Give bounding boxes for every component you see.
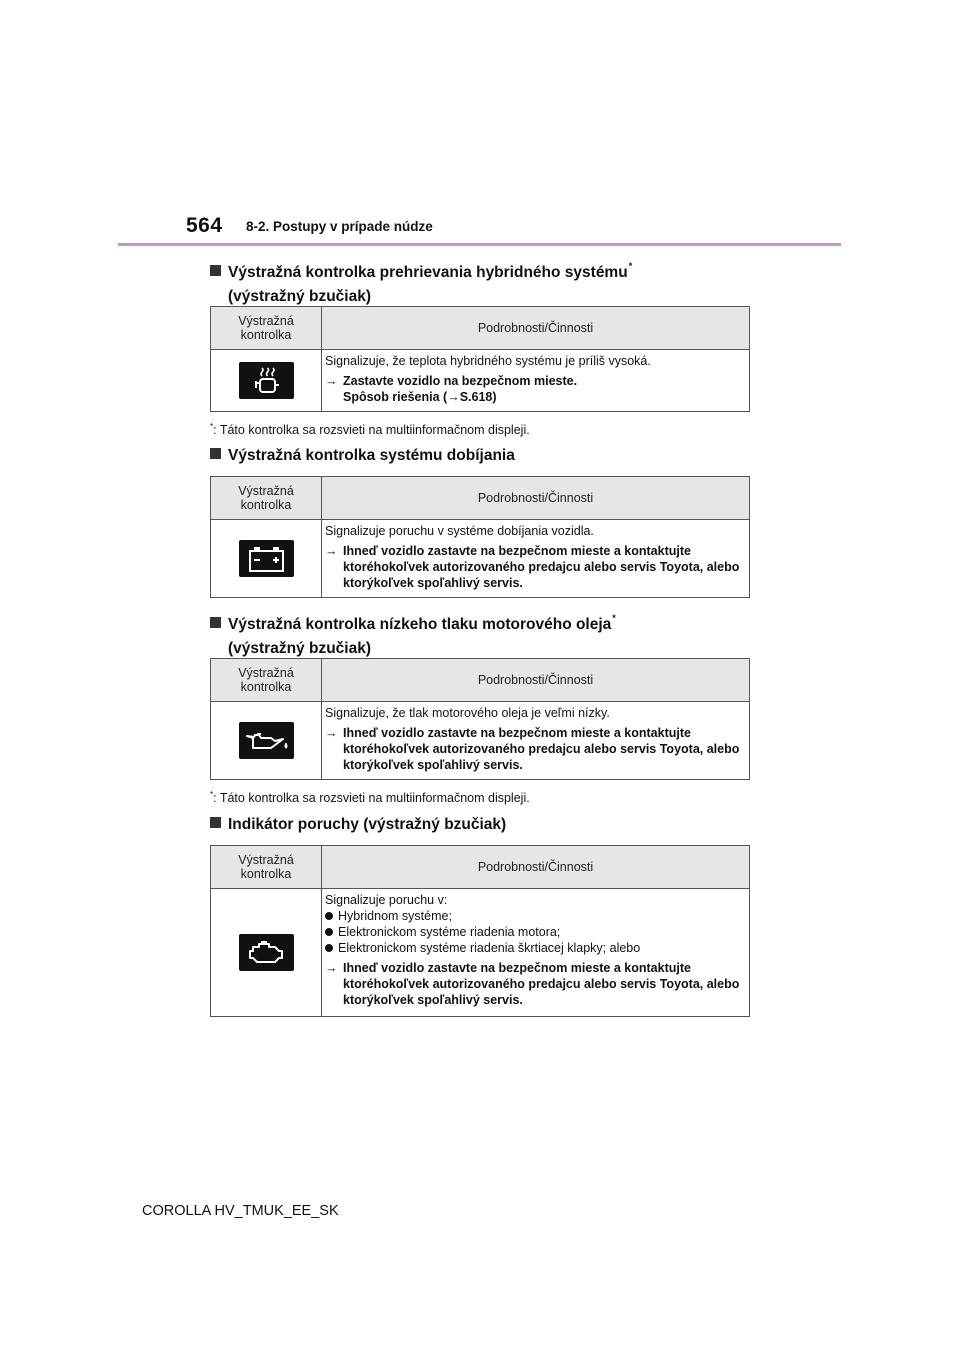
list-item: Hybridnom systéme; (325, 908, 743, 924)
square-bullet-icon (210, 617, 221, 628)
action-text: → Ihneď vozidlo zastavte na bezpečnom mieste a kontaktujte ktoréhokoľvek autorizovaného predajcu alebo servis Toyota, alebo ktorýkoľvek spoľahlivý servis. (325, 726, 740, 772)
list-item: Elektronickom systéme riadenia motora; (325, 924, 743, 940)
warning-table-oil-pressure (210, 658, 750, 780)
header-rule (118, 243, 841, 246)
table-header-row (211, 477, 750, 520)
arrow-icon: → (325, 544, 338, 558)
footnote: *: Táto kontrolka sa rozsvieti na multiinformačnom displeji. (210, 790, 530, 805)
warning-table-malfunction (210, 845, 750, 1017)
table-header-row (211, 307, 750, 350)
table-header-row (211, 846, 750, 889)
description: Signalizuje poruchu v: (325, 893, 448, 907)
list-item: Elektronickom systéme riadenia škrtiacej klapky; alebo (325, 940, 743, 956)
bullet-icon (325, 944, 333, 952)
heading-text: Výstražná kontrolka nízkeho tlaku motorového oleja (228, 616, 612, 633)
action-text: → Ihneď vozidlo zastavte na bezpečnom mieste a kontaktujte ktoréhokoľvek autorizovaného predajcu alebo servis Toyota, alebo ktorýkoľvek spoľahlivý servis. (325, 544, 740, 590)
square-bullet-icon (210, 448, 221, 459)
header-cell-indicator: Výstražná kontrolka (211, 846, 322, 889)
header-cell-details: Podrobnosti/Činnosti (322, 307, 750, 350)
header-cell-details: Podrobnosti/Činnosti (322, 477, 750, 520)
section-heading-oil-pressure (210, 606, 616, 661)
action-text: → Zastavte vozidlo na bezpečnom mieste. Spôsob riešenia (→S.618) (325, 374, 578, 404)
table-row (211, 889, 750, 1017)
footnote: *: Táto kontrolka sa rozsvieti na multiinformačnom displeji. (210, 422, 530, 437)
battery-icon (239, 540, 294, 577)
bullet-icon (325, 912, 333, 920)
heading-text-line2: (výstražný bzučiak) (228, 640, 371, 657)
page-reference: S.618 (459, 390, 493, 404)
engine-check-icon (239, 934, 294, 971)
chapter-title: 8-2. Postupy v prípade núdze (246, 219, 433, 234)
header-cell-details: Podrobnosti/Činnosti (322, 659, 750, 702)
heading-text: Výstražná kontrolka prehrievania hybridného systému (228, 264, 628, 281)
heading-text: Výstražná kontrolka systému dobíjania (228, 447, 515, 464)
square-bullet-icon (210, 265, 221, 276)
table-row (211, 702, 750, 780)
warning-table-hybrid-overheat (210, 306, 750, 412)
header-cell-indicator: Výstražná kontrolka (211, 477, 322, 520)
page-number: 564 (186, 214, 223, 237)
section-heading-malfunction (210, 813, 506, 837)
footer-document-code: COROLLA HV_TMUK_EE_SK (142, 1203, 339, 1219)
table-header-row (211, 659, 750, 702)
section-heading-hybrid-overheat (210, 254, 632, 309)
header-cell-indicator: Výstražná kontrolka (211, 659, 322, 702)
footnote-mark: * (612, 613, 616, 623)
table-row (211, 520, 750, 598)
arrow-icon: → (325, 374, 338, 388)
section-heading-charging (210, 444, 515, 468)
oil-can-icon (239, 722, 294, 759)
description: Signalizuje, že tlak motorového oleja je veľmi nízky. (325, 706, 610, 720)
arrow-icon: → (325, 726, 338, 740)
arrow-icon: → (325, 961, 338, 975)
action-text: → Ihneď vozidlo zastavte na bezpečnom mieste a kontaktujte ktoréhokoľvek autorizovaného predajcu alebo servis Toyota, alebo ktorýkoľvek spoľahlivý servis. (325, 961, 740, 1007)
heading-text-line2: (výstražný bzučiak) (228, 288, 371, 305)
square-bullet-icon (210, 817, 221, 828)
bullet-icon (325, 928, 333, 936)
table-row (211, 350, 750, 412)
hybrid-overheat-icon (239, 362, 294, 399)
warning-table-charging (210, 476, 750, 598)
heading-text: Indikátor poruchy (výstražný bzučiak) (228, 816, 507, 833)
header-cell-details: Podrobnosti/Činnosti (322, 846, 750, 889)
description: Signalizuje poruchu v systéme dobíjania vozidla. (325, 524, 594, 538)
description: Signalizuje, že teplota hybridného systému je príliš vysoká. (325, 354, 651, 368)
header-cell-indicator: Výstražná kontrolka (211, 307, 322, 350)
footnote-mark: * (628, 261, 633, 271)
